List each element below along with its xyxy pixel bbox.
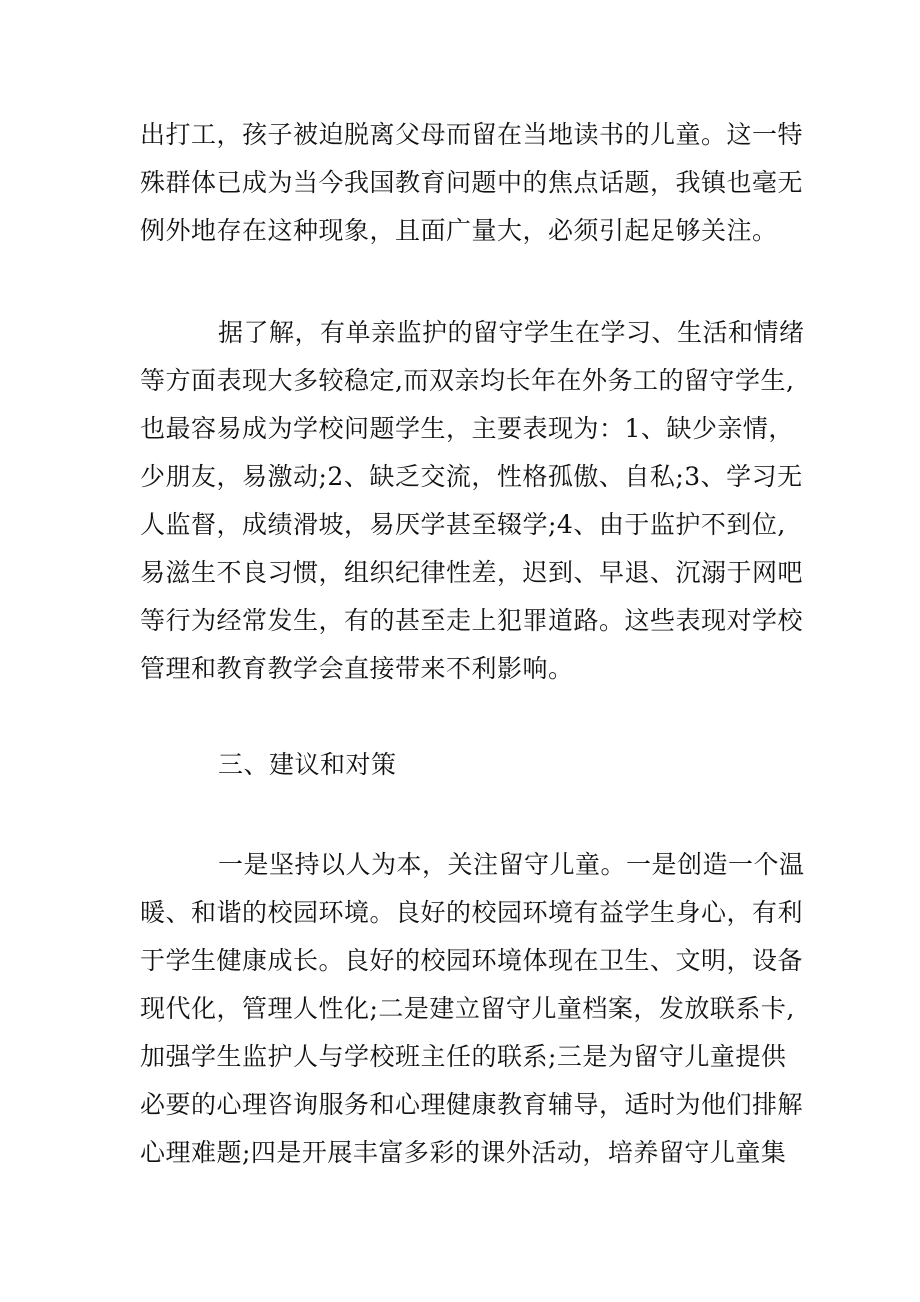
paragraph-2-line-6: 易滋生不良习惯，组织纪律性差，迟到、早退、沉溺于网吧 <box>140 558 804 587</box>
paragraph-2-line-3: 也最容易成为学校问题学生，主要表现为：1、缺少亲情， <box>140 414 794 443</box>
paragraph-2-line-1: 据了解，有单亲监护的留守学生在学习、生活和情绪 <box>218 318 805 347</box>
paragraph-2-line-8: 管理和教育教学会直接带来不利影响。 <box>140 654 574 683</box>
paragraph-1-line-2: 殊群体已成为当今我国教育问题中的焦点话题，我镇也毫无 <box>140 168 804 197</box>
paragraph-1-line-1: 出打工，孩子被迫脱离父母而留在当地读书的儿童。这一特 <box>140 120 804 149</box>
paragraph-2-line-7: 等行为经常发生，有的甚至走上犯罪道路。这些表现对学校 <box>140 606 804 635</box>
paragraph-3-line-2: 暖、和谐的校园环境。良好的校园环境有益学生身心，有利 <box>140 898 804 927</box>
paragraph-2-line-4: 少朋友，易激动;2、缺乏交流，性格孤傲、自私;3、学习无 <box>140 462 803 491</box>
paragraph-3-line-3: 于学生健康成长。良好的校园环境体现在卫生、文明，设备 <box>140 946 804 975</box>
paragraph-3-line-4: 现代化，管理人性化;二是建立留守儿童档案，发放联系卡, <box>140 994 795 1023</box>
paragraph-3-line-5: 加强学生监护人与学校班主任的联系;三是为留守儿童提供 <box>140 1042 787 1071</box>
paragraph-2-line-2: 等方面表现大多较稳定,而双亲均长年在外务工的留守学生, <box>140 366 795 395</box>
section-heading: 三、建议和对策 <box>218 750 397 779</box>
paragraph-3-line-1: 一是坚持以人为本，关注留守儿童。一是创造一个温 <box>218 850 805 879</box>
paragraph-1-line-3: 例外地存在这种现象，且面广量大，必须引起足够关注。 <box>140 216 778 245</box>
paragraph-3-line-7: 心理难题;四是开展丰富多彩的课外活动，培养留守儿童集 <box>140 1138 787 1167</box>
paragraph-3-line-6: 必要的心理咨询服务和心理健康教育辅导，适时为他们排解 <box>140 1090 804 1119</box>
paragraph-2-line-5: 人监督，成绩滑坡，易厌学甚至辍学;4、由于监护不到位, <box>140 510 786 539</box>
